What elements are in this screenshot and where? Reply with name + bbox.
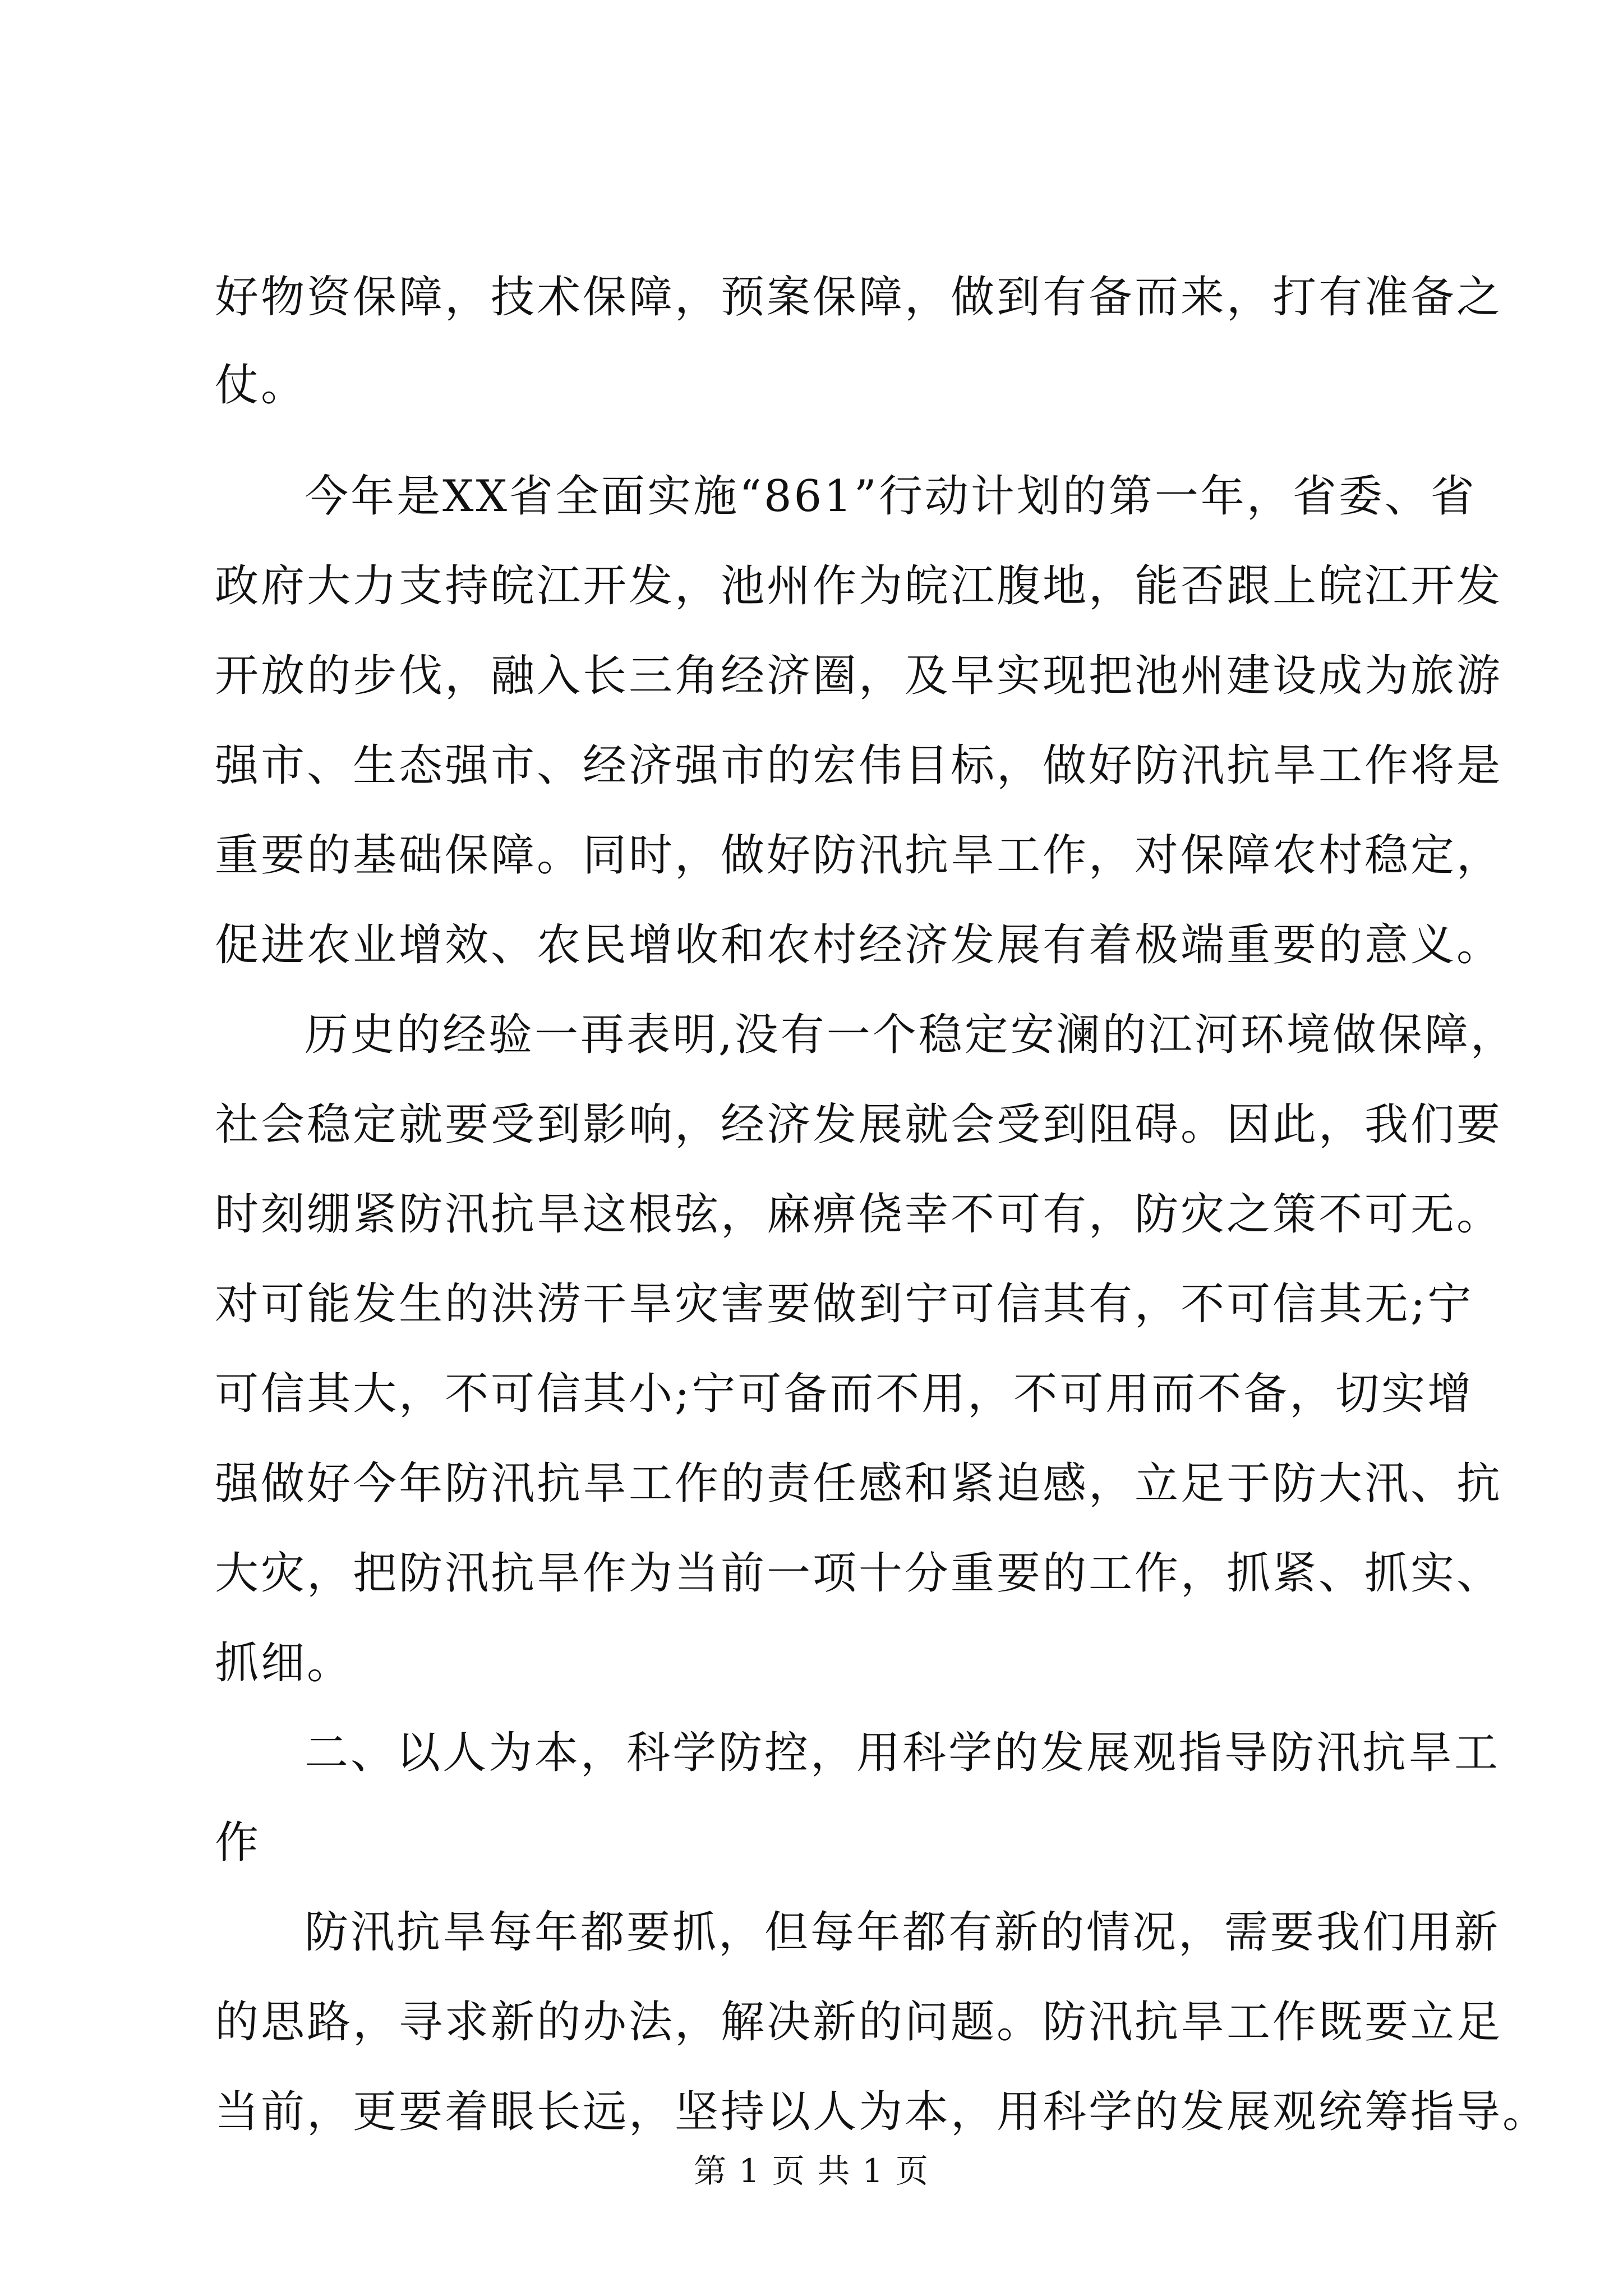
text-line: 促进农业增效、农民增收和农村经济发展有着极端重要的意义。 <box>215 920 1503 970</box>
text-line: 重要的基础保障。同时，做好防汛抗旱工作，对保障农村稳定， <box>215 830 1503 881</box>
text-line: 开放的步伐，融入长三角经济圈，及早实现把池州建设成为旅游 <box>215 651 1503 701</box>
section-heading-line: 二、以人为本，科学防控，用科学的发展观指导防汛抗旱工 <box>305 1728 1501 1778</box>
paragraph-start-line: 防汛抗旱每年都要抓，但每年都有新的情况，需要我们用新 <box>305 1907 1501 1958</box>
paragraph-start-line: 历史的经验一再表明,没有一个稳定安澜的江河环境做保障， <box>305 1010 1516 1060</box>
text-line: 时刻绷紧防汛抗旱这根弦，麻痹侥幸不可有，防灾之策不可无。 <box>215 1189 1503 1240</box>
text-line: 对可能发生的洪涝干旱灾害要做到宁可信其有，不可信其无;宁 <box>215 1279 1474 1329</box>
text-line: 社会稳定就要受到影响，经济发展就会受到阻碍。因此，我们要 <box>215 1099 1503 1150</box>
text-line: 抓细。 <box>215 1638 353 1688</box>
text-line: 强做好今年防汛抗旱工作的责任感和紧迫感，立足于防大汛、抗 <box>215 1458 1503 1509</box>
text-line: 的思路，寻求新的办法，解决新的问题。防汛抗旱工作既要立足 <box>215 1997 1503 2047</box>
text-line: 仗。 <box>215 360 307 411</box>
text-line: 可信其大，不可信其小;宁可备而不用，不可用而不备，切实增 <box>215 1369 1474 1419</box>
text-line: 当前，更要着眼长远，坚持以人为本，用科学的发展观统筹指导。 <box>215 2087 1549 2137</box>
section-heading-line: 作 <box>215 1818 261 1868</box>
text-line: 强市、生态强市、经济强市的宏伟目标，做好防汛抗旱工作将是 <box>215 740 1503 791</box>
text-line: 好物资保障，技术保障，预案保障，做到有备而来，打有准备之 <box>215 272 1503 323</box>
paragraph-start-line: 今年是XX省全面实施“861”行动计划的第一年，省委、省 <box>305 471 1477 522</box>
text-line: 大灾，把防汛抗旱作为当前一项十分重要的工作，抓紧、抓实、 <box>215 1548 1503 1599</box>
text-line: 政府大力支持皖江开发，池州作为皖江腹地，能否跟上皖江开发 <box>215 561 1503 611</box>
page-number-footer: 第 1 页 共 1 页 <box>694 2152 929 2190</box>
